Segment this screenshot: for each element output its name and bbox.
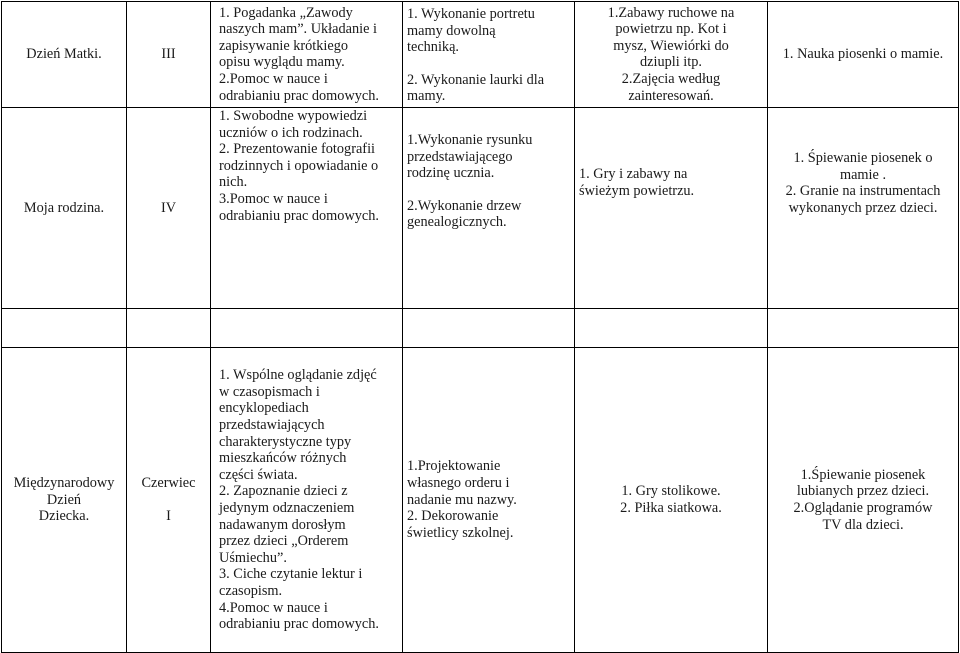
activity-line: jedynym odznaczeniem — [219, 499, 355, 516]
art-line: 1.Projektowanie — [407, 458, 501, 475]
activities-cell — [211, 107, 403, 308]
art-line: genealogicznych. — [407, 214, 507, 231]
activity-line: nadawanym dorosłym — [219, 516, 346, 533]
week-cell — [127, 347, 211, 652]
week-cell — [127, 2, 211, 108]
music-line: TV dla dzieci. — [822, 516, 904, 533]
activity-line: Uśmiechu”. — [219, 549, 287, 566]
activity-line: uczniów o ich rodzinach. — [219, 124, 363, 141]
games-line: 2.Zajęcia według — [621, 71, 721, 88]
activity-line: 2. Zapoznanie dzieci z — [219, 483, 348, 500]
empty-cell — [127, 308, 211, 347]
spacer — [407, 182, 570, 198]
table-row — [2, 107, 959, 308]
activity-line: zapisywanie krótkiego — [219, 37, 349, 54]
activity-line: charakterystyczne typy — [219, 433, 352, 450]
art-line: 2.Wykonanie drzew — [407, 197, 522, 214]
empty-cell — [575, 308, 768, 347]
activity-line: 1. Pogadanka „Zawody — [219, 4, 353, 21]
art-line: własnego orderu i — [407, 475, 510, 492]
activities-cell — [211, 2, 403, 108]
topic-line: Międzynarodowy — [13, 475, 115, 492]
activity-line: rodzinnych i opowiadanie o — [219, 157, 379, 174]
activity-line: czasopism. — [219, 582, 283, 599]
music-cell — [768, 347, 959, 652]
activity-line: 4.Pomoc w nauce i — [219, 599, 328, 616]
week-line: I — [166, 507, 171, 524]
empty-cell — [768, 308, 959, 347]
music-line: 1. Nauka piosenki o mamie. — [782, 46, 944, 63]
music-line: 1.Śpiewanie piosenek — [800, 466, 926, 483]
games-line: 1.Zabawy ruchowe na — [607, 4, 735, 21]
topic-text: Moja rodzina. — [23, 199, 105, 216]
activity-line: przez dzieci „Orderem — [219, 533, 349, 550]
spacer — [407, 56, 570, 72]
games-line: zainteresowań. — [628, 87, 714, 104]
art-line: 1.Wykonanie rysunku — [407, 131, 533, 148]
activity-line: odrabianiu prac domowych. — [219, 616, 379, 633]
topic-cell — [2, 2, 127, 108]
art-line: 2. Wykonanie laurki dla — [407, 71, 545, 88]
activity-line: odrabianiu prac domowych. — [219, 87, 379, 104]
table-row — [2, 2, 959, 108]
music-cell — [768, 2, 959, 108]
week-line: Czerwiec — [141, 475, 196, 492]
activities-cell — [211, 347, 403, 652]
activity-line: naszych mam”. Układanie i — [219, 21, 377, 38]
games-line: dziupli itp. — [640, 54, 702, 71]
art-cell — [403, 347, 575, 652]
games-line: świeżym powietrzu. — [579, 182, 695, 199]
art-line: mamy dowolną — [407, 22, 496, 39]
games-line: 1. Gry stolikowe. — [621, 483, 721, 500]
music-line: 2. Granie na instrumentach — [785, 183, 941, 200]
topic-cell — [2, 107, 127, 308]
activity-line: w czasopismach i — [219, 383, 320, 400]
empty-cell — [211, 308, 403, 347]
games-cell — [575, 347, 768, 652]
games-line: 1. Gry i zabawy na — [579, 165, 688, 182]
topic-text: Dzień Matki. — [26, 46, 102, 63]
activity-line: odrabianiu prac domowych. — [219, 207, 379, 224]
art-line: rodzinę ucznia. — [407, 165, 495, 182]
games-line: mysz, Wiewiórki do — [613, 37, 729, 54]
week-text: III — [161, 46, 176, 63]
art-line: świetlicy szkolnej. — [407, 524, 514, 541]
activity-line: przedstawiających — [219, 417, 325, 433]
activity-line: mieszkańców różnych — [219, 450, 347, 467]
week-cell — [127, 107, 211, 308]
music-line: wykonanych przez dzieci. — [788, 199, 938, 216]
art-line: przedstawiającego — [407, 148, 513, 165]
activity-line: 1. Swobodne wypowiedzi — [219, 107, 368, 124]
activity-line: 3.Pomoc w nauce i — [219, 190, 328, 207]
games-line: powietrzu np. Kot i — [615, 21, 727, 38]
topic-cell — [2, 347, 127, 652]
plan-table — [1, 1, 959, 653]
empty-cell — [403, 308, 575, 347]
activity-line: 2. Prezentowanie fotografii — [219, 141, 376, 158]
table-row-empty — [2, 308, 959, 347]
music-line: 2.Oglądanie programów — [793, 499, 933, 516]
art-line: 2. Dekorowanie — [407, 508, 499, 525]
activity-line: encyklopediach — [219, 400, 309, 417]
activity-line: 2.Pomoc w nauce i — [219, 71, 328, 88]
activity-line: opisu wyglądu mamy. — [219, 54, 345, 71]
activity-line: nich. — [219, 174, 248, 191]
week-text: IV — [160, 199, 177, 216]
games-cell — [575, 2, 768, 108]
topic-line: Dzień — [46, 491, 82, 508]
empty-cell — [2, 308, 127, 347]
art-line: nadanie mu nazwy. — [407, 491, 517, 508]
art-cell — [403, 2, 575, 108]
activity-line: 1. Wspólne oglądanie zdjęć — [219, 367, 377, 384]
games-line: 2. Piłka siatkowa. — [620, 499, 722, 516]
art-cell — [403, 107, 575, 308]
games-cell — [575, 107, 768, 308]
spacer — [131, 492, 206, 508]
topic-line: Dziecka. — [38, 508, 90, 525]
table-row — [2, 347, 959, 652]
art-line: 1. Wykonanie portretu — [407, 6, 535, 22]
art-line: techniką. — [407, 39, 460, 56]
activity-line: części świata. — [219, 466, 298, 483]
music-line: lubianych przez dzieci. — [796, 483, 930, 500]
music-line: mamie . — [839, 166, 887, 183]
activity-line: 3. Ciche czytanie lektur i — [219, 566, 363, 583]
art-line: mamy. — [407, 88, 446, 105]
music-line: 1. Śpiewanie piosenek o — [793, 149, 933, 166]
music-cell — [768, 107, 959, 308]
